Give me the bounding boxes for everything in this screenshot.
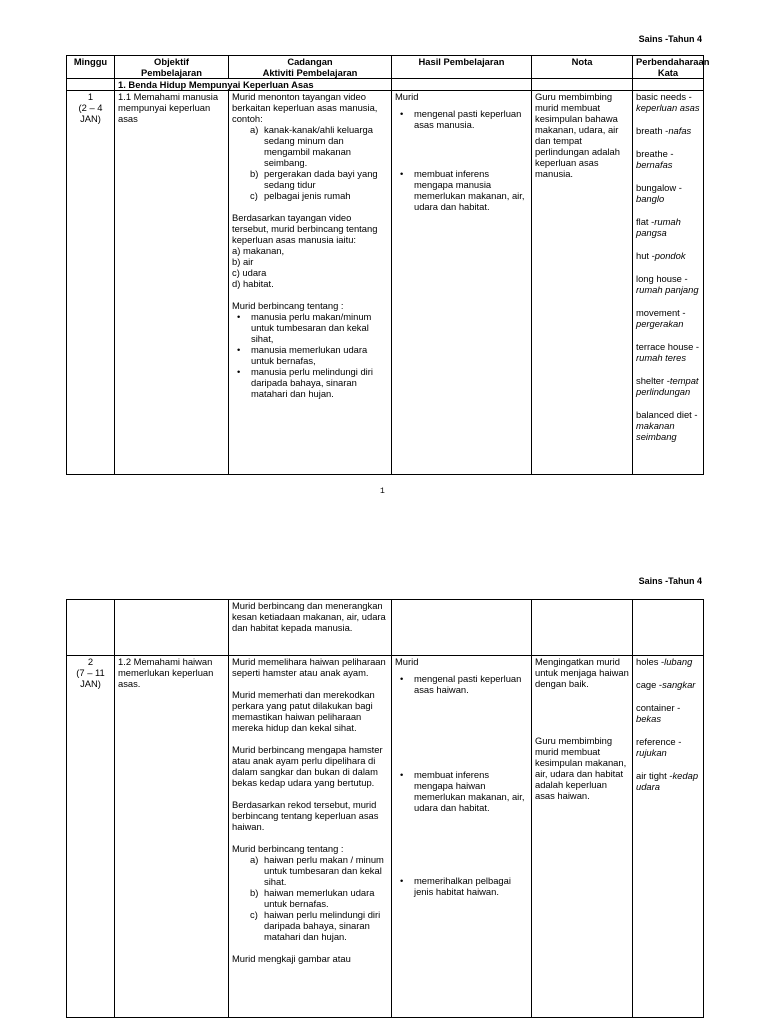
page-header: Sains -Tahun 4 (638, 34, 702, 44)
col-header-perbendaharaan: Perbendaharaan Kata (633, 56, 704, 79)
table-row (67, 656, 704, 1018)
table-row (67, 91, 704, 475)
page-1 (0, 0, 768, 510)
activity-cell: Murid memelihara haiwan peliharaan seperti hamster atau anak ayam. Murid memerhati dan merekodkan perkara yang patut dilakukan bagi memastikan haiwan peliharaan mereka hidup dan kekal sihat. Murid berbincang mengapa hamster atau anak ayam perlu dipelihara di dalam sangkar dan bukan di dalam bekas kedap udara yang bertutup. Berdasarkan rekod tersebut, murid berbincang tentang keperluan asas haiwan. Murid berbincang tentang : a) haiwan perlu makan / minum untuk tumbesaran dan kekal sihat. b) haiwan memerlukan udara untuk bernafas. c) haiwan perlu melindungi diri daripada bahaya, sinaran matahari dan hujan. Murid mengkaji gambar atau (229, 656, 392, 1018)
page-number: 1 (380, 487, 385, 496)
col-header-hasil: Hasil Pembelajaran (392, 56, 532, 79)
note-cell: Mengingatkan murid untuk menjaga haiwan dengan baik. Guru membimbing murid membuat kesimpulan makanan, air, udara dan habitat adalah keperluan asas haiwan. (532, 656, 633, 1018)
discussion-list: a) haiwan perlu makan / minum untuk tumbesaran dan kekal sihat. b) haiwan memerlukan udara untuk bernafas. c) haiwan perlu melindungi diri daripada bahaya, sinaran matahari dan hujan. (250, 854, 384, 942)
col-header-nota: Nota (532, 56, 633, 79)
outcome-cell: Murid • mengenal pasti keperluan asas haiwan. • membuat inferens mengapa haiwan memerlukan makanan, air, udara dan habitat. • memerihalkan pelbagai jenis habitat haiwan. (392, 656, 532, 1018)
note-cell: Guru membimbing murid membuat kesimpulan bahawa makanan, udara, air dan tempat perlindungan adalah keperluan asas manusia. (532, 91, 633, 475)
outcome-cell: Murid • mengenal pasti keperluan asas manusia. • membuat inferens mengapa manusia memerlukan makanan, air, udara dan habitat. (392, 91, 532, 475)
week-cell: 1 (2 – 4 JAN) (67, 91, 115, 475)
objective-cell: 1.1 Memahami manusia mempunyai keperluan asas (115, 91, 229, 475)
discussion-list: • manusia perlu makan/minum untuk tumbesaran dan kekal sihat, • manusia memerlukan udara untuk bernafas, • manusia perlu melindungi diri daripada bahaya, sinaran matahari dan hujan. (232, 311, 388, 399)
week-cell: 2 (7 – 11 JAN) (67, 656, 115, 1018)
table-header-row (67, 56, 704, 79)
vocab-cell: holes -lubang cage -sangkar container -bekas reference - rujukan air tight -kedap udara (633, 656, 704, 1018)
section-row (67, 79, 704, 91)
activity-cell: Murid menonton tayangan video berkaitan keperluan asas manusia, contoh: a) kanak-kanak/ahli keluarga sedang minum dan mengambil makanan seimbang. b) pergerakan dada bayi yang sedang tidur c) pelbagai jenis rumah Berdasarkan tayangan video tersebut, murid berbincang tentang keperluan asas manusia iaitu: a) makanan, b) air c) udara d) habitat. Murid berbincang tentang : • manusia perlu makan/minum untuk tumbesaran dan kekal sihat, • manusia memerlukan udara untuk bernafas, • manusia perlu melindungi diri daripada bahaya, sinaran matahari dan hujan. (229, 91, 392, 475)
vocab-cell: basic needs - keperluan asas breath -nafas breathe -bernafas bungalow -banglo flat -rumah pangsa hut -pondok long house - rumah panjang movement - pergerakan terrace house - rumah teres shelter -tempat perlindungan balanced diet - makanan seimbang (633, 91, 704, 475)
section-title: 1. Benda Hidup Mempunyai Keperluan Asas (115, 79, 392, 91)
col-header-aktiviti: Cadangan Aktiviti Pembelajaran (229, 56, 392, 79)
col-header-objektif: Objektif Pembelajaran (115, 56, 229, 79)
table-row (67, 600, 704, 656)
page-2 (0, 540, 768, 1024)
activity-cell: Murid berbincang dan menerangkan kesan ketiadaan makanan, air, udara dan habitat kepada manusia. (229, 600, 392, 656)
example-list: a) kanak-kanak/ahli keluarga sedang minum dan mengambil makanan seimbang. b) pergerakan dada bayi yang sedang tidur c) pelbagai jenis rumah (250, 124, 378, 201)
col-header-minggu: Minggu (67, 56, 115, 79)
objective-cell: 1.2 Memahami haiwan memerlukan keperluan asas. (115, 656, 229, 1018)
lesson-plan-table (66, 55, 710, 475)
page-header: Sains -Tahun 4 (638, 576, 702, 586)
lesson-plan-table-continued (66, 599, 704, 1018)
